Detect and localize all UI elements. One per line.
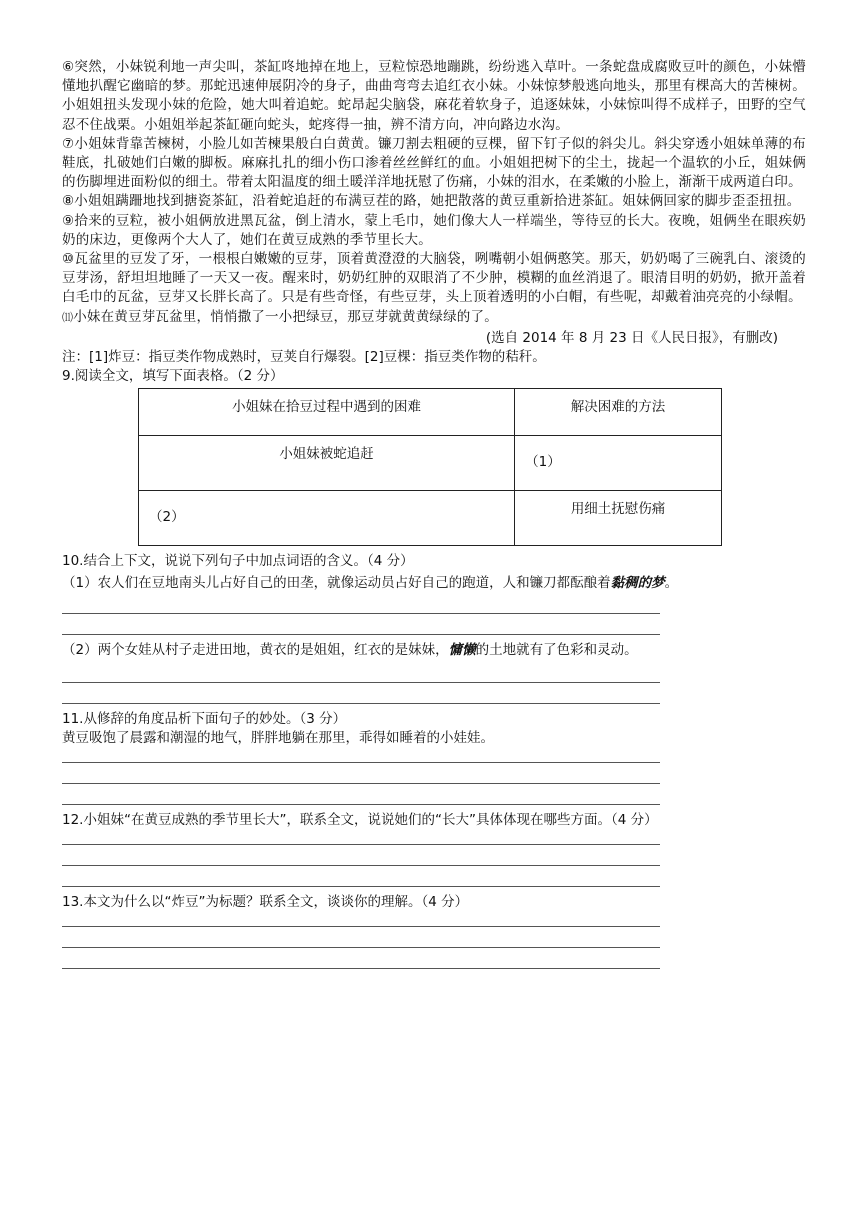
sentence-1-key-phrase: 黏稠的梦	[610, 574, 665, 591]
paragraph-7: ⑦小姐妹背靠苦楝树，小脸儿如苦楝果般白白黄黄。镰刀割去粗硬的豆棵，留下钉子似的斜尖儿。斜尖穿透小姐妹单薄的布鞋底，扎破她们白嫩的脚板。麻麻扎扎的细小伤口渗着丝丝鲜红的血。小姐姐把树下的尘土，拢起一个温软的小丘，姐妹俩的伤脚埋进面粉似的细土。带着太阳温度的细土暖洋洋地抚慰了伤痛，小妹的泪水，在柔嫩的小脸上，渐渐干成两道白印。	[62, 135, 806, 191]
paragraph-9: ⑨拾来的豆粒，被小姐俩放进黑瓦盆，倒上清水，蒙上毛巾，她们像大人一样端坐，等待豆的长大。夜晚，姐俩坐在眼疾奶奶的床边，更像两个大人了，她们在黄豆成熟的季节里长大。	[62, 212, 806, 248]
answer-line[interactable]	[62, 703, 660, 704]
question-10-prompt: 10.结合上下文，说说下列句子中加点词语的含义。（4 分）	[62, 552, 414, 569]
table-row	[139, 490, 722, 545]
sentence-1-text: （1）农人们在豆地南头儿占好自己的田垄，就像运动员占好自己的跑道，人和镰刀都酝酿着	[62, 574, 611, 591]
table-cell-method-2: 用细土抚慰伤痛	[515, 490, 722, 545]
answer-line[interactable]	[62, 804, 660, 805]
question-9-prompt: 9.阅读全文，填写下面表格。（2 分）	[62, 367, 284, 384]
sentence-2-end: 的土地就有了色彩和灵动。	[475, 641, 638, 658]
table-cell-difficulty-1: 小姐妹被蛇追赶	[139, 435, 515, 490]
question-9-table	[138, 388, 722, 546]
sentence-2-key-word: 慵懒	[448, 641, 476, 658]
worksheet-page	[62, 58, 806, 969]
paragraph-11	[62, 308, 806, 327]
table-row	[139, 388, 722, 435]
paragraph-11-text: 小妹在黄豆芽瓦盆里，悄悄撒了一小把绿豆，那豆芽就黄黄绿绿的了。	[73, 308, 498, 325]
paragraph-6: ⑥突然，小妹锐利地一声尖叫，茶缸咚地掉在地上，豆粒惊恐地蹦跳，纷纷逃入草叶。一条蛇盘成腐败豆叶的颜色，小妹懵懂地扒醒它幽暗的梦。那蛇迅速伸展阴冷的身子，曲曲弯弯去追红衣小妹。小妹惊梦般逃向地头，那里有棵高大的苦楝树。小姐姐扭头发现小妹的危险，她大叫着追蛇。蛇昂起尖脑袋，麻花着软身子，追逐妹妹，小妹惊叫得不成样子，田野的空气忍不住战栗。小姐姐举起茶缸砸向蛇头，蛇疼得一抽，辨不清方向，冲向路边水沟。	[62, 59, 806, 133]
sentence-2-text: （2）两个女娃从村子走进田地，黄衣的是姐姐，红衣的是妹妹，	[62, 641, 449, 658]
question-12-prompt: 12.小姐妹“在黄豆成熟的季节里长大”，联系全文，说说她们的“长大”具体体现在哪些方面。（4 分）	[62, 811, 658, 828]
table-header-difficulty: 小姐妹在拾豆过程中遇到的困难	[139, 388, 515, 435]
answer-line[interactable]	[62, 886, 660, 887]
footnote: 注：[1]炸豆：指豆类作物成熟时，豆荚自行爆裂。[2]豆棵：指豆类作物的秸秆。	[62, 348, 546, 365]
answer-line[interactable]	[62, 634, 660, 635]
question-11-sentence: 黄豆吸饱了晨露和潮湿的地气，胖胖地躺在那里，乖得如睡着的小娃娃。	[62, 729, 494, 746]
sentence-1-end: 。	[664, 574, 679, 591]
table-header-method: 解决困难的方法	[515, 388, 722, 435]
answer-cell-method-1[interactable]: （1）	[515, 435, 722, 490]
question-11-prompt: 11.从修辞的角度品析下面句子的妙处。（3 分）	[62, 710, 347, 727]
paragraph-10: ⑩瓦盆里的豆发了牙，一根根白嫩嫩的豆芽，顶着黄澄澄的大脑袋，咧嘴朝小姐俩憨笑。那天，奶奶喝了三碗乳白、滚烫的豆芽汤，舒坦坦地睡了一天又一夜。醒来时，奶奶红肿的双眼消了不少肿，模糊的血丝消退了。眼清目明的奶奶，掀开盖着白毛巾的瓦盆，豆芽又长胖长高了。只是有些奇怪，有些豆芽，头上顶着透明的小白帽，有些呢，却戴着油亮亮的小绿帽。	[62, 251, 806, 306]
question-10-sentence-2	[62, 641, 806, 660]
paragraph-11-number: ⑾	[62, 310, 74, 324]
answer-line[interactable]	[62, 968, 660, 969]
question-13-prompt: 13.本文为什么以“炸豆”为标题？联系全文，谈谈你的理解。（4 分）	[62, 893, 469, 910]
table-row	[139, 435, 722, 490]
paragraph-8: ⑧小姐姐蹒跚地找到搪瓷茶缸，沿着蛇追赶的布满豆茬的路，她把散落的黄豆重新拾进茶缸。姐妹俩回家的脚步歪歪扭扭。	[62, 193, 801, 210]
answer-cell-difficulty-2[interactable]: （2）	[139, 490, 515, 545]
source-citation: (选自 2014 年 8 月 23 日《人民日报》，有删改)	[485, 329, 778, 346]
question-10-sentence-1	[62, 574, 806, 593]
